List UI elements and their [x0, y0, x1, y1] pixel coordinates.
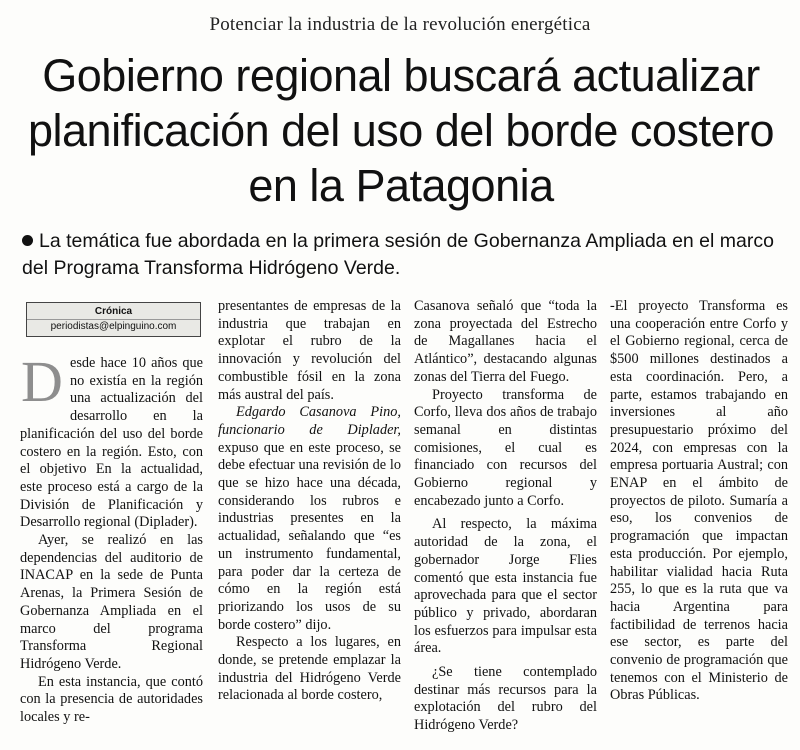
- paragraph: presentantes de empresas de la industria que trabajan en explotar el rubro de la innovación y revolución del combustible fósil en la zona más austral del país.: [218, 298, 401, 403]
- bullet-icon: [22, 235, 33, 246]
- column-3: [414, 298, 597, 735]
- paragraph: Proyecto transforma de Corfo, lleva dos años de trabajo semanal en distintas comisiones, el cual es financiado con recursos del Gobierno regional y encabezado junto a Corfo.: [414, 386, 597, 509]
- paragraph-text: esde hace 10 años que no existía en la región una actualización del desarrollo en la planificación del uso del borde costero en la región. Esto, con el objetivo En la actualidad, este proceso está a cargo de la División de Planificación y Desarrollo regional (Diplader).: [20, 355, 203, 531]
- column-1: [20, 298, 203, 727]
- headline: Gobierno regional buscará actualizar planificación del uso del borde costero en la Patagonia: [28, 50, 774, 211]
- column-2: [218, 298, 401, 705]
- paragraph: Al respecto, la máxima autoridad de la zona, el gobernador Jorge Flies comentó que esta instancia fue aprovechada para que el sector público y privado, abordaran los esfuerzos para impulsar esta área.: [414, 516, 597, 657]
- column-4: [610, 298, 788, 705]
- paragraph: -El proyecto Transforma es una cooperación entre Corfo y el Gobierno regional, cerca de $500 millones destinados a esta coordinación. Pero, a parte, estamos trabajando en inversiones al año presupuestario próximo del 2024, con empresas con la empresa portuaria Austral; con ENAP en el ámbito de proyectos de piloto. Sumaría a eso, los convenios de programación que impactan esta producción. Por ejemplo, habilitar vialidad hacia Ruta 255, lo que es la ruta que va hacia Argentina para factibilidad de terrenos hacia ese sector, es parte del convenio de programación que tenemos con el Ministerio de Obras Públicas.: [610, 298, 788, 704]
- paragraph: En esta instancia, que contó con la presencia de autoridades locales y re-: [20, 673, 203, 726]
- drop-cap: D: [21, 349, 63, 414]
- paragraph-text: expuso que en este proceso, se debe efectuar una revisión de lo que se hizo hace una década, considerando los rubros e industrias presentes en la actualidad, señalando que “es un instrumento fundamental, para poder dar la certeza de cómo en la región está priorizando los usos de su borde costero” dijo.: [218, 439, 401, 633]
- byline-box: [26, 302, 201, 337]
- paragraph: Casanova señaló que “toda la zona proyectada del Estrecho de Magallanes hacia el Atlántico”, destacando algunas zonas del Tierra del Fuego.: [414, 298, 597, 385]
- paragraph: [20, 349, 203, 532]
- kicker: Potenciar la industria de la revolución energética: [209, 14, 591, 35]
- paragraph: Ayer, se realizó en las dependencias del auditorio de INACAP en la sede de Punta Arenas, la Primera Sesión de Gobernanza Ampliada en el marco del programa Transforma Regional Hidrógeno Verde.: [20, 532, 203, 672]
- lead-text: La temática fue abordada en la primera sesión de Gobernanza Ampliada en el marco del Programa Transforma Hidrógeno Verde.: [22, 230, 774, 279]
- byline-section: Crónica: [27, 305, 200, 320]
- byline-email: periodistas@elpinguino.com: [50, 321, 177, 332]
- paragraph: Respecto a los lugares, en donde, se pretende emplazar la industria del Hidrógeno Verde relacionada al borde costero,: [218, 634, 401, 704]
- paragraph: ¿Se tiene contemplado destinar más recursos para la explotación del rubro del Hidrógeno Verde?: [414, 664, 597, 734]
- lead-paragraph: [22, 228, 782, 282]
- paragraph: [218, 404, 401, 634]
- emphasis-text: Edgardo Casanova Pino, funcionario de Diplader,: [218, 404, 401, 438]
